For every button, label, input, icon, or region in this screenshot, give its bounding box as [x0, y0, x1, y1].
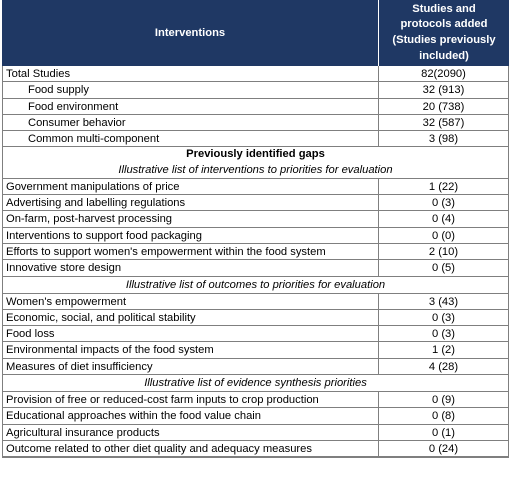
row-label: Interventions to support food packaging — [3, 228, 379, 243]
row-label: Economic, social, and political stability — [3, 310, 379, 325]
table-row — [3, 425, 508, 441]
row-value: 0 (1) — [431, 426, 455, 439]
row-value: 1 (2) — [431, 344, 455, 357]
row-value: 0 (4) — [431, 213, 455, 226]
table-row — [3, 260, 508, 276]
row-label: Women's empowerment — [3, 294, 379, 309]
interventions-table — [2, 0, 509, 458]
row-label: Innovative store design — [3, 260, 379, 275]
header-studies-line: (Studies previously — [392, 34, 496, 46]
row-label: Environmental impacts of the food system — [3, 342, 379, 357]
row-value: 0 (3) — [431, 311, 455, 324]
table-row — [3, 228, 508, 244]
row-label: Provision of free or reduced-cost farm inputs to crop production — [3, 392, 379, 407]
row-label: Agricultural insurance products — [3, 425, 379, 440]
row-value: 0 (0) — [431, 229, 455, 242]
header-interventions: Interventions — [2, 0, 379, 66]
table-header — [2, 0, 509, 66]
row-value: 0 (5) — [431, 262, 455, 275]
table-row — [3, 115, 508, 131]
table-row — [3, 66, 508, 82]
row-label: Government manipulations of price — [3, 179, 379, 194]
row-label: Food environment — [3, 99, 379, 114]
header-studies-line: protocols added — [400, 18, 488, 31]
row-value: 0 (3) — [431, 328, 455, 341]
outcomes-section — [3, 294, 508, 375]
row-label: Total Studies — [3, 66, 379, 81]
table-row — [3, 82, 508, 98]
row-value: 0 (8) — [431, 410, 455, 423]
table-row — [3, 179, 508, 195]
table-row — [3, 326, 508, 342]
interventions-title: Illustrative list of interventions to priorities for evaluation — [3, 162, 508, 178]
row-label: Food loss — [3, 326, 379, 341]
row-label: Efforts to support women's empowerment within the food system — [3, 244, 379, 259]
table-row — [3, 131, 508, 147]
table-row — [3, 359, 508, 375]
row-value: 0 (24) — [428, 442, 459, 455]
header-studies-line: Studies and — [412, 2, 476, 15]
row-label: Measures of diet insufficiency — [3, 359, 379, 374]
row-value: 20 (738) — [422, 100, 465, 113]
row-label: Food supply — [3, 82, 379, 97]
synthesis-section — [3, 392, 508, 457]
table-row — [3, 392, 508, 408]
table-row — [3, 99, 508, 115]
row-value: 2 (10) — [428, 245, 459, 258]
row-value: 4 (28) — [428, 360, 459, 373]
row-value: 3 (98) — [428, 133, 459, 146]
row-label: On-farm, post-harvest processing — [3, 211, 379, 226]
row-value: 3 (43) — [428, 295, 459, 308]
table-body — [2, 66, 509, 458]
row-value: 32 (587) — [422, 116, 465, 129]
table-row — [3, 441, 508, 457]
totals-section — [3, 66, 508, 147]
row-label: Consumer behavior — [3, 115, 379, 130]
table-row — [3, 211, 508, 227]
table-row — [3, 195, 508, 211]
synthesis-title: Illustrative list of evidence synthesis priorities — [3, 375, 508, 392]
row-value: 32 (913) — [422, 84, 465, 97]
row-label: Common multi-component — [3, 131, 379, 146]
row-label: Educational approaches within the food value chain — [3, 408, 379, 423]
table-row — [3, 310, 508, 326]
table-row — [3, 294, 508, 310]
gaps-title: Previously identified gaps — [186, 148, 325, 161]
row-label: Advertising and labelling regulations — [3, 195, 379, 210]
interventions-section — [3, 179, 508, 277]
row-value: 1 (22) — [428, 180, 459, 193]
table-row — [3, 408, 508, 424]
row-label: Outcome related to other diet quality and adequacy measures — [3, 441, 379, 456]
row-value: 0 (3) — [431, 197, 455, 210]
table-row — [3, 342, 508, 358]
table-row — [3, 244, 508, 260]
header-studies — [379, 0, 509, 66]
row-value: 82(2090) — [421, 68, 466, 80]
outcomes-title: Illustrative list of outcomes to priorities for evaluation — [3, 277, 508, 294]
row-value: 0 (9) — [431, 394, 455, 407]
header-studies-line: included) — [419, 49, 469, 62]
